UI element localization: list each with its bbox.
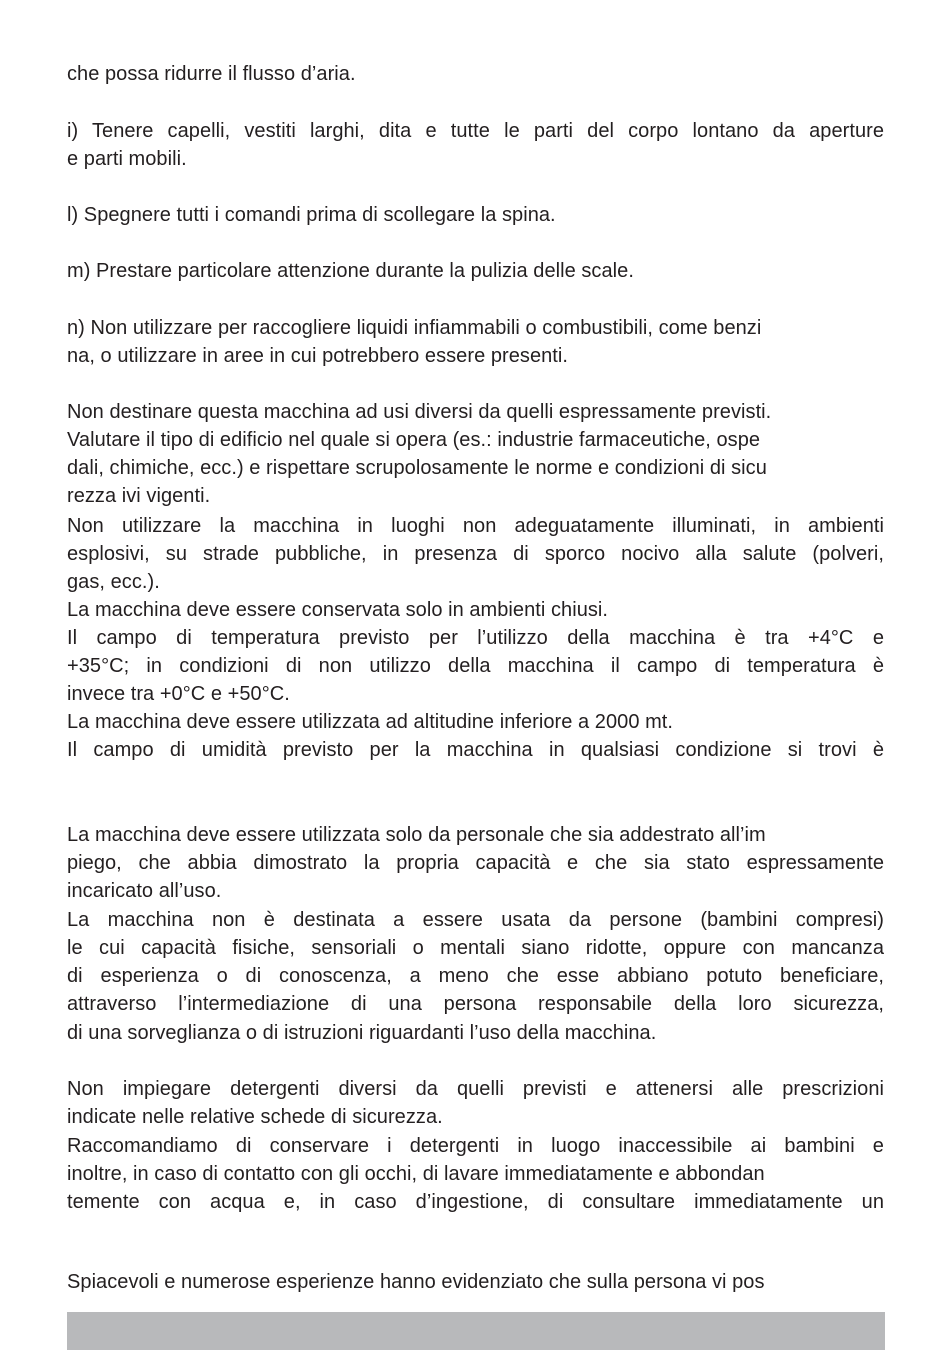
- text-line: La macchina non è destinata a essere usata da persone (bambini compresi): [67, 909, 884, 931]
- text-line: attraverso l’intermediazione di una persona responsabile della loro sicurezza,: [67, 993, 884, 1015]
- text-line: incaricato all’uso.: [67, 880, 222, 902]
- text-line: m) Prestare particolare attenzione durante la pulizia delle scale.: [67, 260, 634, 282]
- text-line: esplosivi, su strade pubbliche, in presenza di sporco nocivo alla salute (polveri,: [67, 543, 884, 565]
- text-line: di esperienza o di conoscenza, a meno che esse abbiano potuto beneficiare,: [67, 965, 884, 987]
- text-line: rezza ivi vigenti.: [67, 485, 211, 507]
- text-line: gas, ecc.).: [67, 571, 160, 593]
- text-line: Non utilizzare la macchina in luoghi non adeguatamente illuminati, in ambienti: [67, 515, 884, 537]
- text-line: inoltre, in caso di contatto con gli occhi, di lavare immediatamente e abbondan: [67, 1163, 765, 1185]
- text-line: indicate nelle relative schede di sicurezza.: [67, 1106, 443, 1128]
- text-line: n) Non utilizzare per raccogliere liquidi infiammabili o combustibili, come benzi: [67, 317, 762, 339]
- text-line: Non impiegare detergenti diversi da quelli previsti e attenersi alle prescrizioni: [67, 1078, 884, 1100]
- text-line: temente con acqua e, in caso d’ingestione, di consultare immediatamente un: [67, 1191, 884, 1213]
- text-line: dali, chimiche, ecc.) e rispettare scrupolosamente le norme e condizioni di sicu: [67, 457, 767, 479]
- text-line: La macchina deve essere conservata solo in ambienti chiusi.: [67, 599, 609, 621]
- text-line: le cui capacità fisiche, sensoriali o mentali siano ridotte, oppure con mancanza: [67, 937, 884, 959]
- text-line: Il campo di temperatura previsto per l’utilizzo della macchina è tra +4°C e: [67, 627, 884, 649]
- text-line: na, o utilizzare in aree in cui potrebbero essere presenti.: [67, 345, 569, 367]
- text-line: che possa ridurre il flusso d’aria.: [67, 63, 356, 85]
- text-line: Il campo di umidità previsto per la macchina in qualsiasi condizione si trovi è: [67, 739, 884, 761]
- text-line: piego, che abbia dimostrato la propria capacità e che sia stato espressamente: [67, 852, 884, 874]
- text-line: +35°C; in condizioni di non utilizzo della macchina il campo di temperatura è: [67, 655, 884, 677]
- text-line: l) Spegnere tutti i comandi prima di scollegare la spina.: [67, 204, 556, 226]
- text-line: La macchina deve essere utilizzata ad altitudine inferiore a 2000 mt.: [67, 711, 674, 733]
- text-line: Spiacevoli e numerose esperienze hanno evidenziato che sulla persona vi pos: [67, 1271, 765, 1293]
- text-line: di una sorveglianza o di istruzioni riguardanti l’uso della macchina.: [67, 1022, 657, 1044]
- text-line: Non destinare questa macchina ad usi diversi da quelli espressamente previsti.: [67, 401, 772, 423]
- footer-bar: [67, 1312, 885, 1350]
- text-line: invece tra +0°C e +50°C.: [67, 683, 290, 705]
- text-line: i) Tenere capelli, vestiti larghi, dita e tutte le parti del corpo lontano da aperture: [67, 120, 884, 142]
- text-line: La macchina deve essere utilizzata solo da personale che sia addestrato all’im: [67, 824, 766, 846]
- text-line: e parti mobili.: [67, 148, 187, 170]
- text-line: Raccomandiamo di conservare i detergenti in luogo inaccessibile ai bambini e: [67, 1135, 884, 1157]
- text-line: Valutare il tipo di edificio nel quale si opera (es.: industrie farmaceutiche, ospe: [67, 429, 761, 451]
